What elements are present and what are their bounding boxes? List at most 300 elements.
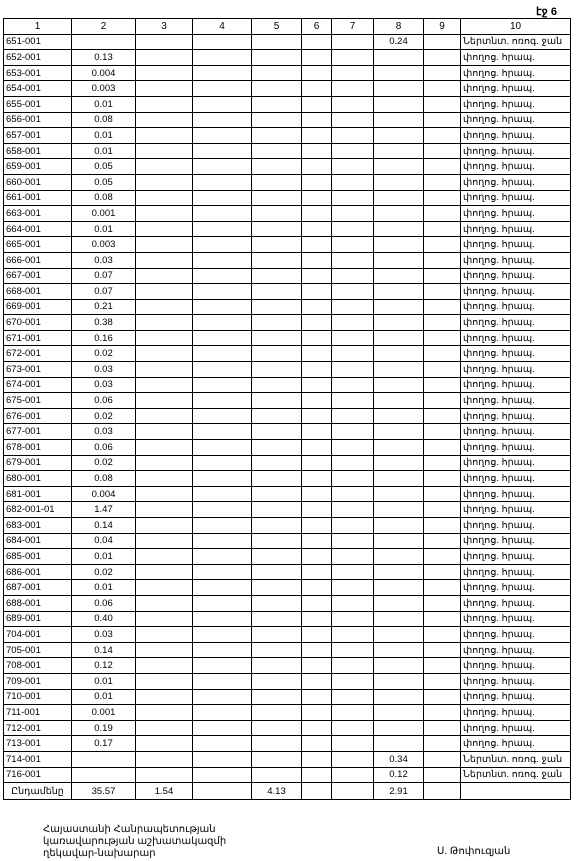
empty-cell	[302, 362, 332, 378]
cell-col-1: 686-001	[4, 564, 72, 580]
empty-cell	[332, 65, 374, 81]
empty-cell	[332, 96, 374, 112]
cell-col-2: 0.001	[72, 705, 136, 721]
empty-cell	[136, 174, 193, 190]
empty-cell	[302, 689, 332, 705]
table-row	[4, 159, 571, 175]
cell-col-2: 0.003	[72, 237, 136, 253]
empty-cell	[332, 330, 374, 346]
cell-col-2: 0.001	[72, 206, 136, 222]
table-row	[4, 751, 571, 767]
column-header-7: 7	[332, 19, 374, 35]
empty-cell	[302, 518, 332, 534]
empty-cell	[302, 330, 332, 346]
cell-col-2: 0.03	[72, 627, 136, 643]
empty-cell	[136, 190, 193, 206]
empty-cell	[302, 486, 332, 502]
empty-cell	[252, 315, 302, 331]
cell-col-8	[374, 502, 424, 518]
empty-cell	[193, 424, 252, 440]
empty-cell	[136, 424, 193, 440]
cell-col-2: 0.01	[72, 549, 136, 565]
table-row	[4, 673, 571, 689]
empty-cell	[424, 642, 461, 658]
table-row	[4, 611, 571, 627]
empty-cell	[302, 455, 332, 471]
empty-cell	[332, 252, 374, 268]
table-row	[4, 689, 571, 705]
empty-cell	[136, 736, 193, 752]
table-row	[4, 440, 571, 456]
empty-cell	[136, 611, 193, 627]
cell-col-10: փողոց. հրապ.	[461, 143, 571, 159]
empty-cell	[332, 751, 374, 767]
cell-col-10: փողոց. հրապ.	[461, 50, 571, 66]
table-row	[4, 330, 571, 346]
cell-col-8	[374, 424, 424, 440]
empty-cell	[332, 377, 374, 393]
empty-cell	[252, 65, 302, 81]
empty-cell	[252, 705, 302, 721]
cell-col-2: 0.01	[72, 673, 136, 689]
empty-cell	[332, 518, 374, 534]
table-row	[4, 143, 571, 159]
empty-cell	[424, 81, 461, 97]
cell-col-1: 685-001	[4, 549, 72, 565]
cell-col-10: փողոց. հրապ.	[461, 237, 571, 253]
empty-cell	[252, 34, 302, 50]
cell-col-8	[374, 549, 424, 565]
empty-cell	[332, 642, 374, 658]
cell-col-1: 712-001	[4, 720, 72, 736]
cell-col-1: 689-001	[4, 611, 72, 627]
table-row	[4, 34, 571, 50]
cell-col-8	[374, 658, 424, 674]
empty-cell	[193, 174, 252, 190]
cell-col-1: 651-001	[4, 34, 72, 50]
cell-col-10: փողոց. հրապ.	[461, 128, 571, 144]
cell-col-2: 0.03	[72, 362, 136, 378]
empty-cell	[302, 751, 332, 767]
empty-cell	[302, 221, 332, 237]
empty-cell	[193, 408, 252, 424]
empty-cell	[136, 642, 193, 658]
empty-cell	[193, 362, 252, 378]
empty-cell	[424, 377, 461, 393]
cell-col-2: 0.01	[72, 689, 136, 705]
cell-col-1: 665-001	[4, 237, 72, 253]
table-row	[4, 268, 571, 284]
cell-col-8	[374, 736, 424, 752]
cell-col-1: 658-001	[4, 143, 72, 159]
table-row	[4, 362, 571, 378]
empty-cell	[302, 783, 332, 800]
empty-cell	[136, 689, 193, 705]
cell-col-10: փողոց. հրապ.	[461, 486, 571, 502]
cell-col-8	[374, 595, 424, 611]
empty-cell	[193, 486, 252, 502]
table-row	[4, 518, 571, 534]
table-body	[4, 34, 571, 800]
empty-cell	[136, 299, 193, 315]
empty-cell	[424, 580, 461, 596]
empty-cell	[252, 751, 302, 767]
empty-cell	[302, 174, 332, 190]
empty-cell	[136, 502, 193, 518]
cell-col-8	[374, 112, 424, 128]
cell-col-8	[374, 206, 424, 222]
empty-cell	[424, 362, 461, 378]
cell-col-10: փողոց. հրապ.	[461, 627, 571, 643]
empty-cell	[424, 221, 461, 237]
empty-cell	[424, 767, 461, 783]
cell-col-8	[374, 81, 424, 97]
table-row	[4, 299, 571, 315]
cell-col-8	[374, 237, 424, 253]
cell-col-10: փողոց. հրապ.	[461, 595, 571, 611]
cell-col-8	[374, 128, 424, 144]
empty-cell	[136, 330, 193, 346]
cell-col-10: փողոց. հրապ.	[461, 112, 571, 128]
empty-cell	[193, 627, 252, 643]
empty-cell	[332, 268, 374, 284]
cell-col-10: փողոց. հրապ.	[461, 518, 571, 534]
cell-col-8	[374, 65, 424, 81]
empty-cell	[424, 252, 461, 268]
empty-cell	[252, 159, 302, 175]
empty-cell	[136, 580, 193, 596]
empty-cell	[136, 393, 193, 409]
footer-line-3: ղեկավար-նախարար	[43, 848, 156, 859]
cell-col-2: 0.08	[72, 190, 136, 206]
cell-col-2: 0.19	[72, 720, 136, 736]
cell-col-1: 661-001	[4, 190, 72, 206]
column-header-1: 1	[4, 19, 72, 35]
cell-col-2	[72, 767, 136, 783]
empty-cell	[424, 128, 461, 144]
empty-cell	[424, 96, 461, 112]
table-row	[4, 315, 571, 331]
empty-cell	[302, 143, 332, 159]
empty-cell	[252, 299, 302, 315]
table-row	[4, 346, 571, 362]
empty-cell	[193, 299, 252, 315]
cell-col-1: 673-001	[4, 362, 72, 378]
cell-col-8	[374, 346, 424, 362]
empty-cell	[424, 689, 461, 705]
empty-cell	[193, 190, 252, 206]
cell-col-1: 664-001	[4, 221, 72, 237]
signature-name: Ս. Թոփուզյան	[437, 846, 511, 857]
empty-cell	[302, 50, 332, 66]
empty-cell	[252, 455, 302, 471]
empty-cell	[193, 767, 252, 783]
empty-cell	[302, 424, 332, 440]
empty-cell	[332, 159, 374, 175]
header-row	[4, 19, 571, 35]
empty-cell	[193, 533, 252, 549]
empty-cell	[424, 486, 461, 502]
cell-col-8	[374, 455, 424, 471]
cell-col-2: 0.14	[72, 642, 136, 658]
cell-col-8	[374, 377, 424, 393]
empty-cell	[252, 767, 302, 783]
cell-col-1: 684-001	[4, 533, 72, 549]
cell-col-10: փողոց. հրապ.	[461, 299, 571, 315]
footer-line-2: կառավարության աշխատակազմի	[43, 836, 227, 847]
cell-col-8	[374, 362, 424, 378]
cell-col-8	[374, 284, 424, 300]
empty-cell	[302, 471, 332, 487]
table-row	[4, 96, 571, 112]
empty-cell	[193, 705, 252, 721]
empty-cell	[302, 705, 332, 721]
cell-col-8	[374, 174, 424, 190]
cell-col-1: 663-001	[4, 206, 72, 222]
empty-cell	[252, 408, 302, 424]
empty-cell	[424, 50, 461, 66]
table-row	[4, 128, 571, 144]
total-col-8: 2.91	[374, 783, 424, 800]
empty-cell	[136, 315, 193, 331]
empty-cell	[193, 34, 252, 50]
empty-cell	[424, 393, 461, 409]
empty-cell	[252, 611, 302, 627]
empty-cell	[193, 252, 252, 268]
empty-cell	[332, 393, 374, 409]
empty-cell	[332, 502, 374, 518]
empty-cell	[302, 237, 332, 253]
cell-col-8	[374, 440, 424, 456]
cell-col-2: 0.03	[72, 377, 136, 393]
empty-cell	[424, 736, 461, 752]
empty-cell	[424, 611, 461, 627]
column-header-8: 8	[374, 19, 424, 35]
empty-cell	[302, 65, 332, 81]
empty-cell	[332, 440, 374, 456]
cell-col-1: 713-001	[4, 736, 72, 752]
cell-col-8	[374, 221, 424, 237]
cell-col-1: 659-001	[4, 159, 72, 175]
empty-cell	[332, 767, 374, 783]
cell-col-8	[374, 408, 424, 424]
empty-cell	[302, 252, 332, 268]
empty-cell	[332, 424, 374, 440]
empty-cell	[302, 190, 332, 206]
empty-cell	[302, 440, 332, 456]
empty-cell	[302, 611, 332, 627]
cell-col-1: 687-001	[4, 580, 72, 596]
cell-col-2: 0.004	[72, 65, 136, 81]
cell-col-10: փողոց. հրապ.	[461, 689, 571, 705]
footer-line-1: Հայաստանի Հանրապետության	[43, 824, 216, 835]
empty-cell	[136, 268, 193, 284]
cell-col-2	[72, 751, 136, 767]
column-header-4: 4	[193, 19, 252, 35]
empty-cell	[424, 268, 461, 284]
cell-col-10: փողոց. հրապ.	[461, 705, 571, 721]
empty-cell	[136, 533, 193, 549]
table-row	[4, 190, 571, 206]
empty-cell	[424, 65, 461, 81]
empty-cell	[193, 549, 252, 565]
total-col-3: 1.54	[136, 783, 193, 800]
empty-cell	[302, 81, 332, 97]
empty-cell	[302, 112, 332, 128]
table-row	[4, 237, 571, 253]
empty-cell	[302, 642, 332, 658]
table-row	[4, 658, 571, 674]
cell-col-10: փողոց. հրապ.	[461, 455, 571, 471]
cell-col-1: 660-001	[4, 174, 72, 190]
cell-col-1: 711-001	[4, 705, 72, 721]
empty-cell	[136, 34, 193, 50]
cell-col-8	[374, 627, 424, 643]
empty-cell	[252, 564, 302, 580]
cell-col-10: փողոց. հրապ.	[461, 720, 571, 736]
cell-col-10: փողոց. հրապ.	[461, 65, 571, 81]
table-row	[4, 252, 571, 268]
empty-cell	[252, 362, 302, 378]
empty-cell	[332, 174, 374, 190]
empty-cell	[193, 518, 252, 534]
cell-col-1: 655-001	[4, 96, 72, 112]
empty-cell	[136, 486, 193, 502]
cell-col-8	[374, 689, 424, 705]
empty-cell	[302, 206, 332, 222]
empty-cell	[424, 284, 461, 300]
empty-cell	[193, 455, 252, 471]
cell-col-1: 671-001	[4, 330, 72, 346]
empty-cell	[193, 112, 252, 128]
empty-cell	[193, 128, 252, 144]
empty-cell	[424, 206, 461, 222]
cell-col-2: 0.12	[72, 658, 136, 674]
empty-cell	[193, 689, 252, 705]
empty-cell	[136, 206, 193, 222]
cell-col-1: 667-001	[4, 268, 72, 284]
cell-col-1: 716-001	[4, 767, 72, 783]
cell-col-8	[374, 580, 424, 596]
cell-col-2: 0.01	[72, 143, 136, 159]
empty-cell	[252, 673, 302, 689]
empty-cell	[332, 705, 374, 721]
cell-col-10: փողոց. հրապ.	[461, 96, 571, 112]
empty-cell	[332, 720, 374, 736]
cell-col-2: 0.01	[72, 580, 136, 596]
cell-col-8	[374, 533, 424, 549]
empty-cell	[193, 611, 252, 627]
table-row	[4, 564, 571, 580]
empty-cell	[252, 549, 302, 565]
empty-cell	[252, 377, 302, 393]
cell-col-2: 1.47	[72, 502, 136, 518]
empty-cell	[252, 393, 302, 409]
empty-cell	[461, 783, 571, 800]
cell-col-2: 0.02	[72, 455, 136, 471]
empty-cell	[332, 689, 374, 705]
empty-cell	[136, 564, 193, 580]
cell-col-8	[374, 50, 424, 66]
empty-cell	[302, 673, 332, 689]
table-row	[4, 642, 571, 658]
empty-cell	[136, 595, 193, 611]
cell-col-2: 0.07	[72, 268, 136, 284]
cell-col-2: 0.06	[72, 595, 136, 611]
table-row	[4, 627, 571, 643]
empty-cell	[302, 408, 332, 424]
cell-col-1: 652-001	[4, 50, 72, 66]
empty-cell	[136, 50, 193, 66]
empty-cell	[332, 34, 374, 50]
empty-cell	[332, 315, 374, 331]
empty-cell	[193, 346, 252, 362]
empty-cell	[193, 471, 252, 487]
empty-cell	[424, 330, 461, 346]
total-col-5: 4.13	[252, 783, 302, 800]
empty-cell	[424, 34, 461, 50]
cell-col-10: փողոց. հրապ.	[461, 502, 571, 518]
cell-col-2: 0.08	[72, 112, 136, 128]
cell-col-2: 0.40	[72, 611, 136, 627]
empty-cell	[193, 595, 252, 611]
total-row	[4, 783, 571, 800]
empty-cell	[424, 190, 461, 206]
cell-col-1: 676-001	[4, 408, 72, 424]
empty-cell	[252, 96, 302, 112]
empty-cell	[424, 627, 461, 643]
cell-col-8	[374, 611, 424, 627]
empty-cell	[252, 112, 302, 128]
cell-col-10: փողոց. հրապ.	[461, 408, 571, 424]
empty-cell	[193, 81, 252, 97]
empty-cell	[302, 767, 332, 783]
empty-cell	[193, 143, 252, 159]
empty-cell	[332, 627, 374, 643]
cell-col-2: 0.004	[72, 486, 136, 502]
cell-col-8	[374, 96, 424, 112]
cell-col-10: փողոց. հրապ.	[461, 81, 571, 97]
empty-cell	[424, 533, 461, 549]
empty-cell	[193, 96, 252, 112]
empty-cell	[136, 627, 193, 643]
empty-cell	[252, 237, 302, 253]
empty-cell	[136, 720, 193, 736]
empty-cell	[136, 549, 193, 565]
empty-cell	[136, 159, 193, 175]
footer-office	[43, 824, 226, 860]
empty-cell	[332, 206, 374, 222]
empty-cell	[332, 112, 374, 128]
cell-col-10: փողոց. հրապ.	[461, 221, 571, 237]
table-row	[4, 50, 571, 66]
empty-cell	[136, 658, 193, 674]
cell-col-10: փողոց. հրապ.	[461, 330, 571, 346]
total-label: Ընդամենը	[4, 783, 72, 800]
empty-cell	[252, 128, 302, 144]
empty-cell	[136, 377, 193, 393]
cell-col-1: 677-001	[4, 424, 72, 440]
empty-cell	[332, 533, 374, 549]
empty-cell	[193, 736, 252, 752]
table-row	[4, 595, 571, 611]
empty-cell	[252, 471, 302, 487]
empty-cell	[302, 564, 332, 580]
empty-cell	[193, 330, 252, 346]
empty-cell	[332, 50, 374, 66]
empty-cell	[252, 252, 302, 268]
table-row	[4, 736, 571, 752]
